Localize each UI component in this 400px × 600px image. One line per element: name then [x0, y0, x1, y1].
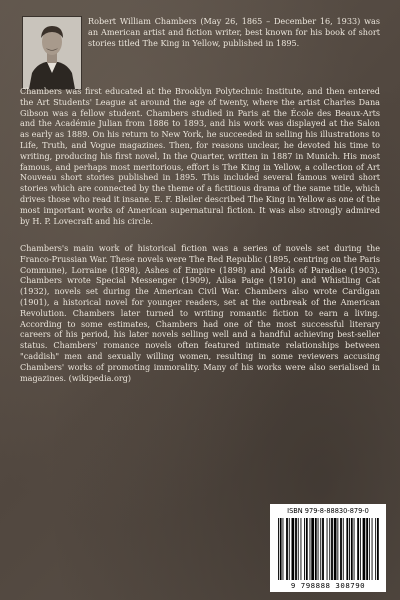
isbn-barcode-box	[270, 504, 386, 592]
biography-paragraph-1: Chambers was first educated at the Brooklyn Polytechnic Institute, and then entered the Art Students' League at around the age of twenty, where the artist Charles Dana Gibson was a fellow student. Chambers studied in Paris at the École des Beaux-Arts and the Académie Julian from 1886 to 1893, and his work was displayed at the Salon as early as 1889. On his return to New York, he succeeded in selling his illustrations to Life, Truth, and Vogue magazines. Then, for reasons unclear, he devoted his time to writing, producing his first novel, In the Quarter, written in 1887 in Munich. His most famous, and perhaps most meritorious, effort is The King in Yellow, a collection of Art Nouveau short stories published in 1895. This included several famous weird short stories which are connected by the theme of a fictitious drama of the same title, which drives those who read it insane. E. F. Bleiler described The King in Yellow as one of the most important works of American supernatural fiction. It was also strongly admired by H. P. Lovecraft and his circle.	[20, 86, 380, 226]
barcode-bar	[301, 518, 302, 580]
barcode-bar	[360, 518, 361, 580]
barcode-bar	[278, 518, 279, 580]
barcode-bar	[327, 518, 328, 580]
barcode-bar	[354, 518, 355, 580]
barcode-bar	[377, 518, 379, 580]
barcode-bar	[280, 518, 282, 580]
barcode-bar	[322, 518, 324, 580]
barcode-bar	[304, 518, 305, 580]
barcode-bar	[283, 518, 284, 580]
barcode-bar	[334, 518, 337, 580]
barcode-bar	[369, 518, 370, 580]
barcode-graphic	[276, 518, 380, 580]
barcode-bar	[357, 518, 359, 580]
barcode-bar	[351, 518, 353, 580]
barcode-bar	[366, 518, 368, 580]
barcode-bar	[337, 518, 338, 580]
barcode-bar	[306, 518, 308, 580]
author-intro-text: Robert William Chambers (May 26, 1865 – December 16, 1933) was an American artist and fiction writer, best known for his book of short stories titled The King in Yellow, published in 1895.	[88, 16, 380, 48]
barcode-bar	[310, 518, 311, 580]
barcode-bar	[331, 518, 333, 580]
barcode-bar	[349, 518, 350, 580]
barcode-bar	[375, 518, 376, 580]
barcode-bar	[311, 518, 314, 580]
isbn-digits: 9 798888 308790	[290, 581, 366, 590]
barcode-bar	[340, 518, 342, 580]
barcode-bar	[320, 518, 321, 580]
barcode-bar	[315, 518, 317, 580]
barcode-bar	[329, 518, 330, 580]
barcode-bar	[298, 518, 299, 580]
biography-paragraph-2: Chambers's main work of historical fiction was a series of novels set during the Franco-Prussian War. These novels were The Red Republic (1895, centring on the Paris Commune), Lorraine (1898), Ashes of Empire (1898) and Maids of Paradise (1903). Chambers wrote Special Messenger (1909), Ailsa Paige (1910) and Whistling Cat (1932), novels set during the American Civil War. Chambers also wrote Cardigan (1901), a historical novel for younger readers, set at the outbreak of the American Revolution. Chambers later turned to writing romantic fiction to earn a living. According to some estimates, Chambers had one of the most successful literary careers of his period, his later novels selling well and a handful achieving best-seller status. Chambers' romance novels often featured intimate relationships between "caddish" men and sexually willing women, resulting in some reviewers accusing Chambers' works of promoting immorality. Many of his works were also serialised in magazines. (wikipedia.org)	[20, 243, 380, 383]
barcode-bar	[295, 518, 297, 580]
barcode-bar	[286, 518, 288, 580]
barcode-bar	[343, 518, 344, 580]
barcode-bar	[292, 518, 295, 580]
barcode-bar	[372, 518, 373, 580]
barcode-bar	[346, 518, 348, 580]
author-portrait	[22, 16, 82, 90]
isbn-label: ISBN 979-8-88830-879-0	[287, 507, 369, 515]
barcode-bar	[318, 518, 319, 580]
barcode-bar	[363, 518, 366, 580]
barcode-bar	[289, 518, 290, 580]
